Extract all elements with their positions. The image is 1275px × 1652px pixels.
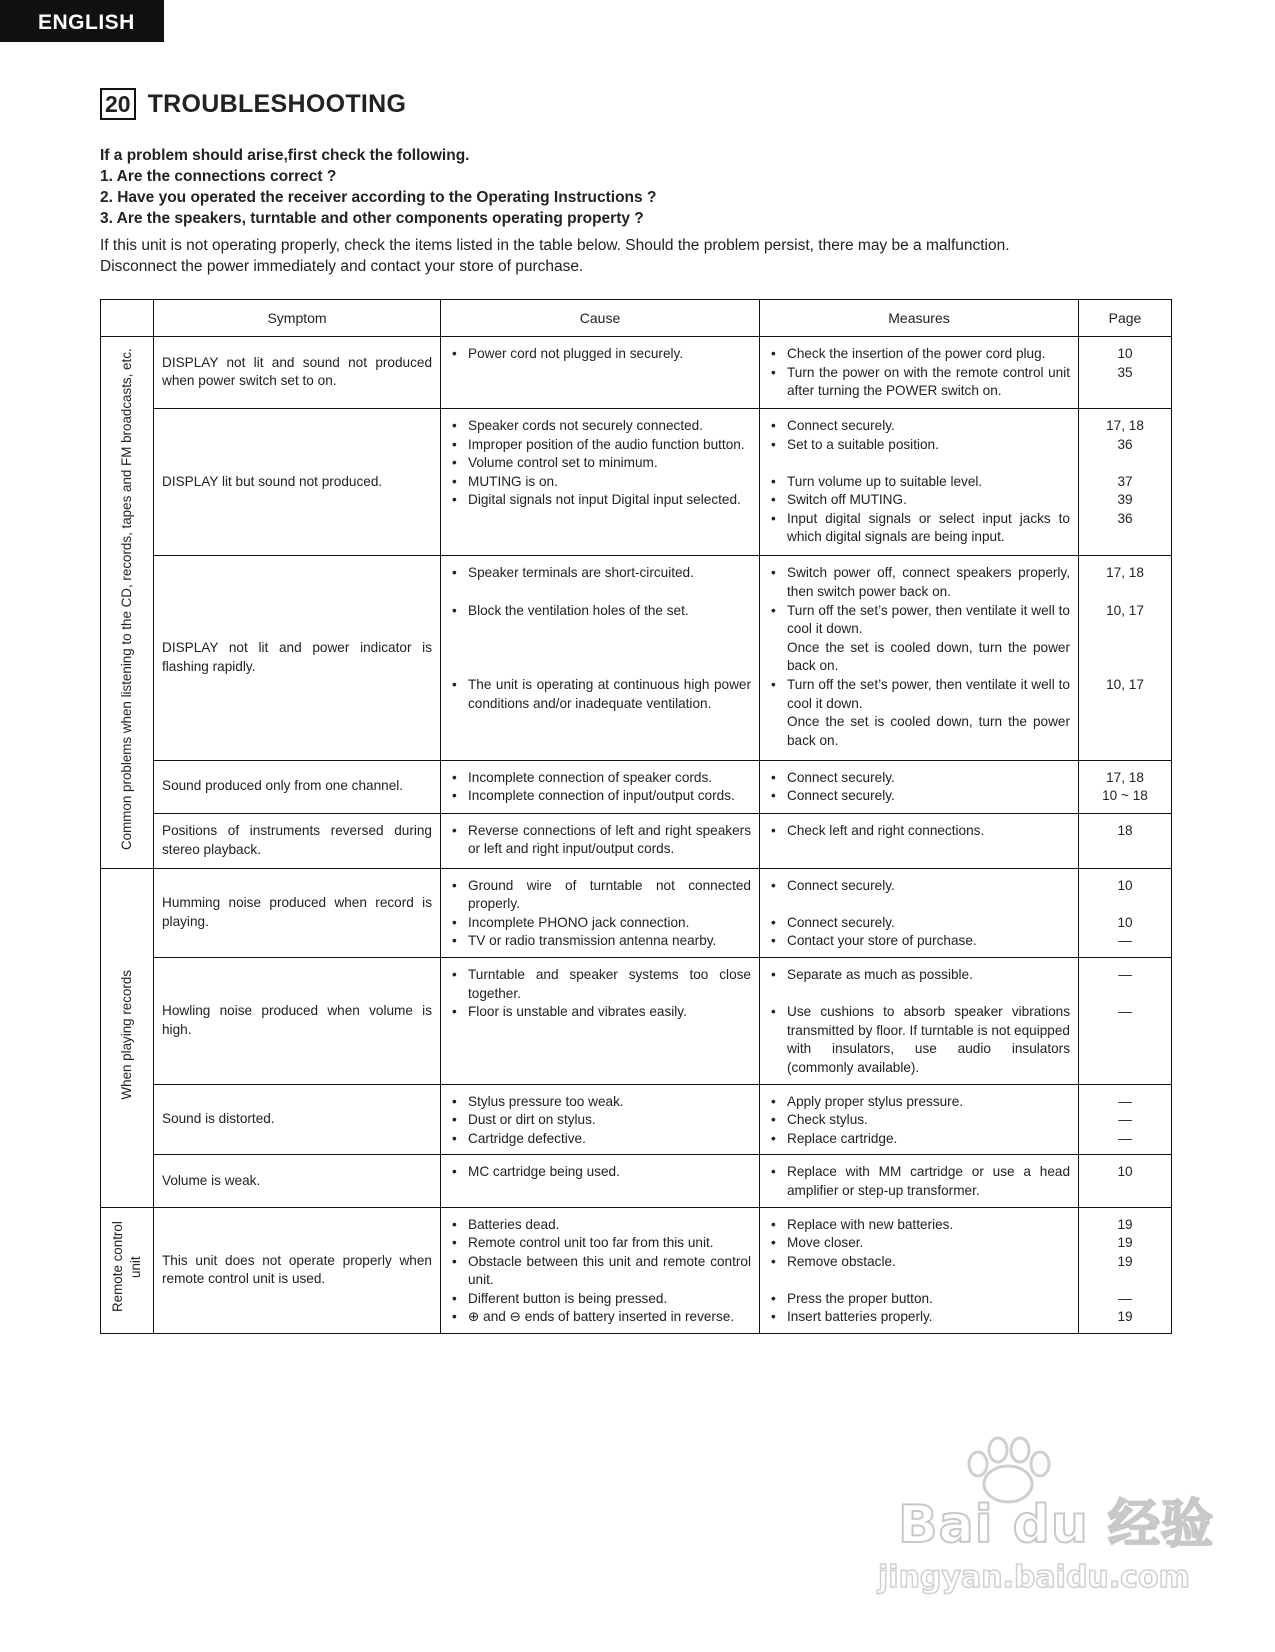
- page-title: TROUBLESHOOTING: [147, 89, 407, 118]
- symptom-cell: Positions of instruments reversed during stereo playback.: [154, 813, 441, 868]
- measures-cell: [760, 408, 1079, 555]
- header-measures: Measures: [760, 300, 1079, 337]
- measures-cell: [760, 337, 1079, 409]
- page-ref: —: [1118, 1290, 1132, 1306]
- cause-cell: [441, 957, 760, 1084]
- list-item: • Press the proper button.: [768, 1290, 1070, 1309]
- page-cell: [1079, 760, 1172, 813]
- list-item: • Connect securely.: [768, 769, 1070, 788]
- section-number: 20: [100, 88, 136, 120]
- list-item: • Replace with MM cartridge or use a head amplifier or step-up transformer.: [768, 1163, 1070, 1200]
- list-item: • Dust or dirt on stylus.: [449, 1111, 751, 1130]
- category-label: Common problems when listening to the CD, records, tapes and FM broadcasts, etc.: [119, 348, 134, 851]
- baidu-watermark: [878, 1450, 1214, 1600]
- cause-cell: [441, 1155, 760, 1207]
- table-row: [101, 1207, 1172, 1334]
- intro-paragraph: [100, 235, 1010, 277]
- page-ref: 10: [1117, 346, 1133, 361]
- symptom-cell: Humming noise produced when record is playing.: [154, 868, 441, 957]
- list-item: • Check left and right connections.: [768, 822, 1070, 841]
- category-cell: [101, 1207, 154, 1334]
- list-item: • Obstacle between this unit and remote control unit.: [449, 1253, 751, 1290]
- page-cell: [1079, 1207, 1172, 1334]
- symptom-cell: Sound is distorted.: [154, 1084, 441, 1155]
- header-symptom: Symptom: [154, 300, 441, 337]
- list-item: • Connect securely.: [768, 914, 1070, 933]
- list-item: • Stylus pressure too weak.: [449, 1093, 751, 1112]
- category-cell: [101, 868, 154, 1207]
- table-row: [101, 1084, 1172, 1155]
- section-heading: [100, 88, 406, 120]
- page-ref: 19: [1117, 1216, 1133, 1232]
- page-ref: —: [1118, 1130, 1132, 1146]
- list-item: • Turn volume up to suitable level.: [768, 473, 1070, 492]
- page-cell: [1079, 957, 1172, 1084]
- list-item: • Reverse connections of left and right speakers or left and right input/output cords.: [449, 822, 751, 859]
- list-item: • Cartridge defective.: [449, 1130, 751, 1149]
- list-item: • Set to a suitable position.: [768, 436, 1070, 455]
- page-ref: 17, 18: [1106, 417, 1144, 433]
- list-item: • Apply proper stylus pressure.: [768, 1093, 1070, 1112]
- page-ref: 36: [1117, 436, 1133, 452]
- page-ref: 10, 17: [1106, 602, 1144, 618]
- list-item: • Use cushions to absorb speaker vibrations transmitted by floor. If turntable is not equipped with insulators, use audio insulators (commonly available).: [768, 1003, 1070, 1077]
- list-item: • MC cartridge being used.: [449, 1163, 751, 1182]
- symptom-cell: Howling noise produced when volume is high.: [154, 957, 441, 1084]
- page-ref: 18: [1117, 822, 1133, 838]
- page-cell: [1079, 1084, 1172, 1155]
- list-item: • Insert batteries properly.: [768, 1308, 1070, 1327]
- symptom-cell: This unit does not operate properly when remote control unit is used.: [154, 1207, 441, 1334]
- category-label: Remote control unit: [110, 1222, 143, 1313]
- header-cause: Cause: [441, 300, 760, 337]
- measures-cell: [760, 760, 1079, 813]
- intro-line: Disconnect the power immediately and contact your store of purchase.: [100, 258, 584, 275]
- list-item: • Turn the power on with the remote control unit after turning the POWER switch on.: [768, 364, 1070, 401]
- page-ref: 19: [1117, 1309, 1133, 1325]
- table-row: [101, 408, 1172, 555]
- list-item: • Turn off the set’s power, then ventilate it well to cool it down.: [768, 602, 1070, 639]
- checklist-item: 1. Are the connections correct ?: [100, 168, 337, 185]
- measures-cell: [760, 1084, 1079, 1155]
- page-ref: 36: [1117, 510, 1133, 526]
- table-row: [101, 337, 1172, 409]
- table-row: [101, 813, 1172, 868]
- list-item: • Move closer.: [768, 1234, 1070, 1253]
- table-header-row: [101, 300, 1172, 337]
- list-item: • Contact your store of purchase.: [768, 932, 1070, 951]
- list-item: • Incomplete connection of input/output cords.: [449, 787, 751, 806]
- list-item: • ⊕ and ⊖ ends of battery inserted in reverse.: [449, 1308, 751, 1327]
- list-item: • Replace with new batteries.: [768, 1216, 1070, 1235]
- header-page: Page: [1079, 300, 1172, 337]
- category-label: When playing records: [119, 969, 134, 1100]
- cause-cell: [441, 556, 760, 760]
- list-item: • Remote control unit too far from this unit.: [449, 1234, 751, 1253]
- list-item: • Switch power off, connect speakers properly, then switch power back on.: [768, 564, 1070, 601]
- page-cell: [1079, 813, 1172, 868]
- list-item: • Block the ventilation holes of the set.: [449, 602, 751, 621]
- checklist-item: 3. Are the speakers, turntable and other components operating property ?: [100, 210, 644, 227]
- symptom-cell: Sound produced only from one channel.: [154, 760, 441, 813]
- page-ref: —: [1118, 1112, 1132, 1128]
- list-item: • Turntable and speaker systems too close together.: [449, 966, 751, 1003]
- symptom-cell: DISPLAY lit but sound not produced.: [154, 408, 441, 555]
- page-cell: [1079, 868, 1172, 957]
- page-cell: [1079, 408, 1172, 555]
- list-item: • MUTING is on.: [449, 473, 751, 492]
- measures-cell: [760, 868, 1079, 957]
- list-item: • Speaker cords not securely connected.: [449, 417, 751, 436]
- list-item: • TV or radio transmission antenna nearby.: [449, 932, 751, 951]
- cause-cell: [441, 760, 760, 813]
- page-ref: —: [1118, 1004, 1132, 1020]
- list-item: • Connect securely.: [768, 787, 1070, 806]
- list-item: • Volume control set to minimum.: [449, 454, 751, 473]
- list-item: • Different button is being pressed.: [449, 1290, 751, 1309]
- symptom-cell: DISPLAY not lit and power indicator is flashing rapidly.: [154, 556, 441, 760]
- intro-line: If this unit is not operating properly, check the items listed in the table below. Should the problem persist, there may be a malfunction.: [100, 237, 1010, 254]
- list-item: • Connect securely.: [768, 877, 1070, 896]
- symptom-cell: DISPLAY not lit and sound not produced when power switch set to on.: [154, 337, 441, 409]
- measures-cell: [760, 957, 1079, 1084]
- list-item: • Check stylus.: [768, 1111, 1070, 1130]
- measures-cell: [760, 813, 1079, 868]
- list-item: • Power cord not plugged in securely.: [449, 345, 751, 364]
- page-cell: [1079, 337, 1172, 409]
- page-ref: 10: [1117, 877, 1133, 893]
- preliminary-checklist: [100, 145, 656, 229]
- page-cell: [1079, 1155, 1172, 1207]
- measures-cell: [760, 1207, 1079, 1334]
- cause-cell: [441, 868, 760, 957]
- table-row: [101, 868, 1172, 957]
- page-ref: —: [1118, 933, 1132, 949]
- table-row: [101, 957, 1172, 1084]
- list-item: • Separate as much as possible.: [768, 966, 1070, 985]
- symptom-cell: Volume is weak.: [154, 1155, 441, 1207]
- page-ref: 10: [1117, 914, 1133, 930]
- cause-cell: [441, 813, 760, 868]
- checklist-item: 2. Have you operated the receiver according to the Operating Instructions ?: [100, 189, 657, 206]
- cause-cell: [441, 1207, 760, 1334]
- list-item: • Incomplete connection of speaker cords.: [449, 769, 751, 788]
- language-tab: ENGLISH: [0, 0, 164, 42]
- checklist-lead: If a problem should arise,first check the following.: [100, 147, 470, 164]
- page-ref: 39: [1117, 492, 1133, 508]
- watermark-url: jingyan.baidu.com: [878, 1560, 1190, 1595]
- list-item-continuation: Once the set is cooled down, turn the power back on.: [787, 714, 1070, 748]
- list-item: • Replace cartridge.: [768, 1130, 1070, 1149]
- page-ref: 17, 18: [1106, 565, 1144, 581]
- cause-cell: [441, 337, 760, 409]
- page-ref: —: [1118, 966, 1132, 982]
- category-cell: [101, 337, 154, 869]
- page-cell: [1079, 556, 1172, 760]
- troubleshooting-table: [100, 299, 1172, 1334]
- list-item: • Improper position of the audio function button.: [449, 436, 751, 455]
- page-ref: 17, 18: [1106, 769, 1144, 785]
- page-ref: 10 ~ 18: [1102, 788, 1148, 804]
- list-item: • Floor is unstable and vibrates easily.: [449, 1003, 751, 1022]
- list-item-continuation: Once the set is cooled down, turn the power back on.: [787, 639, 1070, 674]
- page-ref: 37: [1117, 473, 1133, 489]
- table-row: [101, 1155, 1172, 1207]
- list-item: • Input digital signals or select input jacks to which digital signals are being input.: [768, 510, 1070, 547]
- measures-cell: [760, 1155, 1079, 1207]
- page-ref: 10: [1117, 1164, 1133, 1180]
- page-ref: 10, 17: [1106, 676, 1144, 692]
- cause-cell: [441, 408, 760, 555]
- table-row: [101, 760, 1172, 813]
- list-item: • Turn off the set’s power, then ventilate it well to cool it down.: [768, 676, 1070, 713]
- list-item: • Check the insertion of the power cord plug.: [768, 345, 1070, 364]
- list-item: • Remove obstacle.: [768, 1253, 1070, 1272]
- header-category: [101, 300, 154, 337]
- list-item: • The unit is operating at continuous high power conditions and/or inadequate ventilation.: [449, 676, 751, 713]
- page-ref: 19: [1117, 1253, 1133, 1269]
- list-item: • Digital signals not input Digital input selected.: [449, 491, 751, 510]
- watermark-brand: Bai du 经验: [898, 1495, 1214, 1555]
- table-row: [101, 556, 1172, 760]
- list-item: • Connect securely.: [768, 417, 1070, 436]
- cause-cell: [441, 1084, 760, 1155]
- page-ref: 35: [1117, 364, 1133, 380]
- list-item: • Switch off MUTING.: [768, 491, 1070, 510]
- measures-cell: [760, 556, 1079, 760]
- page-ref: —: [1118, 1093, 1132, 1109]
- list-item: • Speaker terminals are short-circuited.: [449, 564, 751, 583]
- list-item: • Incomplete PHONO jack connection.: [449, 914, 751, 933]
- list-item: • Batteries dead.: [449, 1216, 751, 1235]
- list-item: • Ground wire of turntable not connected properly.: [449, 877, 751, 914]
- page-ref: 19: [1117, 1235, 1133, 1251]
